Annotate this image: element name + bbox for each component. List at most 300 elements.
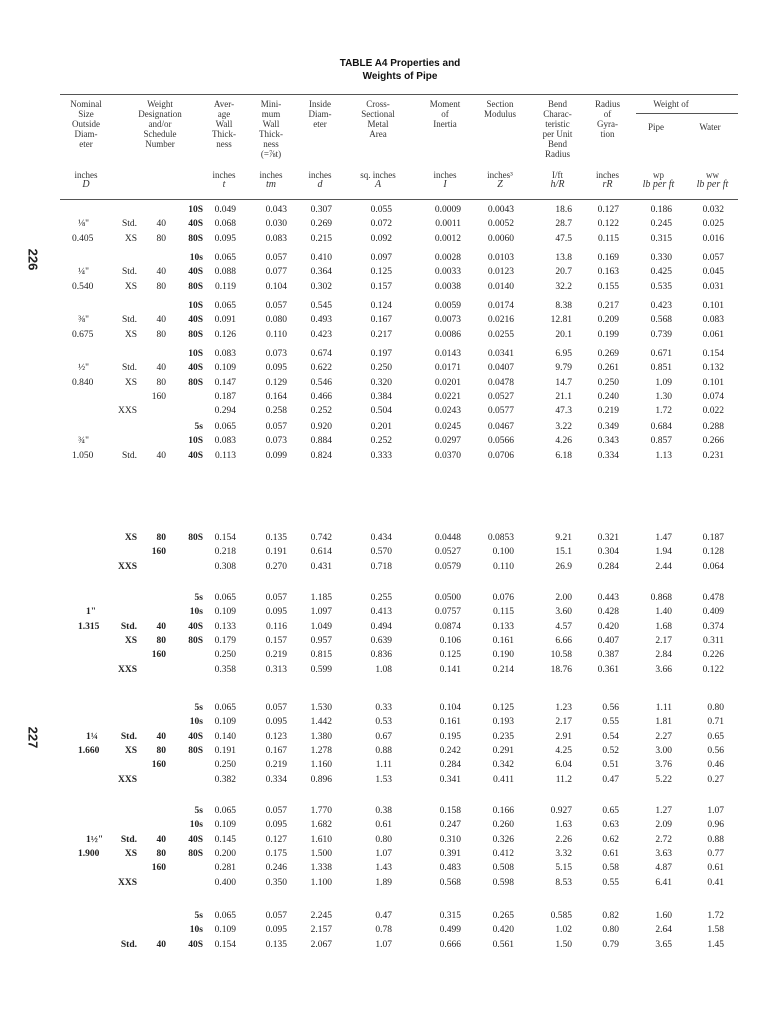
value-modulus: 0.0478	[487, 378, 514, 388]
value-pipe-weight: 0.739	[650, 330, 672, 340]
header-cross-sectional-area: Cross- Sectional Metal Area	[361, 99, 395, 139]
value-gyration: 0.343	[597, 436, 619, 446]
weight-designation: XXS	[117, 406, 137, 416]
value-modulus: 0.342	[492, 760, 514, 770]
value-inertia: 0.0038	[434, 282, 461, 292]
value-min-wall: 0.104	[265, 282, 287, 292]
value-min-wall: 0.164	[265, 392, 287, 402]
value-water-weight: 0.122	[702, 665, 724, 675]
value-avg-wall: 0.109	[214, 925, 236, 935]
value-avg-wall: 0.065	[214, 253, 236, 263]
value-avg-wall: 0.109	[214, 607, 236, 617]
value-modulus: 0.291	[492, 746, 514, 756]
schedule-number: 160	[151, 863, 166, 873]
value-water-weight: 0.154	[702, 349, 724, 359]
value-bend: 3.32	[555, 849, 572, 859]
value-avg-wall: 0.400	[214, 878, 236, 888]
value-avg-wall: 0.140	[214, 732, 236, 742]
page-number-left: 226	[25, 248, 41, 271]
unit-minimum-wall: inches tm	[259, 170, 283, 190]
value-water-weight: 0.65	[707, 732, 724, 742]
value-pipe-weight: 3.63	[655, 849, 672, 859]
value-min-wall: 0.258	[265, 406, 287, 416]
value-min-wall: 0.127	[265, 835, 287, 845]
schedule-number: 80	[156, 378, 166, 388]
schedule-number: 40	[156, 940, 166, 950]
value-inside-diam: 0.423	[310, 330, 332, 340]
value-bend: 6.95	[555, 349, 572, 359]
weight-designation: XS	[124, 330, 137, 340]
value-pipe-weight: 3.66	[655, 665, 672, 675]
value-area: 0.38	[375, 806, 392, 816]
value-inside-diam: 1.338	[310, 863, 332, 873]
value-inside-diam: 0.742	[310, 533, 332, 543]
value-inertia: 0.0011	[435, 219, 461, 229]
value-avg-wall: 0.083	[214, 436, 236, 446]
value-min-wall: 0.219	[265, 650, 287, 660]
stainless-schedule: 40S	[188, 267, 203, 277]
value-bend: 6.04	[555, 760, 572, 770]
value-inertia: 0.0500	[434, 593, 461, 603]
value-area: 0.072	[370, 219, 392, 229]
value-area: 1.07	[375, 849, 392, 859]
weight-designation: XS	[124, 746, 137, 756]
value-pipe-weight: 4.87	[655, 863, 672, 873]
value-gyration: 0.250	[597, 378, 619, 388]
value-modulus: 0.260	[492, 820, 514, 830]
stainless-schedule: 10s	[189, 717, 203, 727]
value-bend: 26.9	[555, 562, 572, 572]
value-modulus: 0.0103	[487, 253, 514, 263]
value-min-wall: 0.116	[265, 622, 287, 632]
schedule-number: 80	[156, 533, 166, 543]
value-inside-diam: 1.500	[310, 849, 332, 859]
value-avg-wall: 0.091	[214, 315, 236, 325]
stainless-schedule: 80S	[188, 282, 203, 292]
value-avg-wall: 0.147	[214, 378, 236, 388]
value-pipe-weight: 1.30	[655, 392, 672, 402]
value-modulus: 0.0706	[487, 451, 514, 461]
schedule-number: 80	[156, 849, 166, 859]
value-gyration: 0.61	[602, 849, 619, 859]
value-area: 0.413	[370, 607, 392, 617]
unit-water-weight: ww lb per ft	[696, 170, 729, 190]
value-water-weight: 0.016	[702, 234, 724, 244]
value-water-weight: 0.057	[702, 253, 724, 263]
schedule-number: 80	[156, 636, 166, 646]
weight-designation: XS	[124, 636, 137, 646]
value-inertia: 0.0297	[434, 436, 461, 446]
value-area: 0.67	[375, 732, 392, 742]
value-area: 0.201	[370, 422, 392, 432]
nominal-size: ¼"	[78, 267, 90, 277]
value-avg-wall: 0.154	[214, 940, 236, 950]
value-pipe-weight: 0.425	[650, 267, 672, 277]
value-avg-wall: 0.126	[214, 330, 236, 340]
value-modulus: 0.0255	[487, 330, 514, 340]
stainless-schedule: 40S	[188, 732, 203, 742]
value-modulus: 0.412	[492, 849, 514, 859]
value-modulus: 0.561	[492, 940, 514, 950]
value-modulus: 0.166	[492, 806, 514, 816]
value-avg-wall: 0.191	[214, 746, 236, 756]
value-bend: 6.18	[555, 451, 572, 461]
value-inertia: 0.0243	[434, 406, 461, 416]
value-bend: 0.927	[550, 806, 572, 816]
value-inertia: 0.0086	[434, 330, 461, 340]
value-area: 0.197	[370, 349, 392, 359]
value-water-weight: 0.77	[707, 849, 724, 859]
header-inside-diameter: Inside Diam- eter	[308, 99, 332, 129]
value-gyration: 0.54	[602, 732, 619, 742]
value-min-wall: 0.246	[265, 863, 287, 873]
value-water-weight: 0.46	[707, 760, 724, 770]
stainless-schedule: 40S	[188, 835, 203, 845]
value-gyration: 0.155	[597, 282, 619, 292]
value-water-weight: 0.80	[707, 703, 724, 713]
header-section-modulus: Section Modulus	[483, 99, 516, 119]
weight-designation: XS	[124, 234, 137, 244]
stainless-schedule: 10s	[189, 607, 203, 617]
value-bend: 32.2	[555, 282, 572, 292]
value-water-weight: 0.101	[702, 301, 724, 311]
nominal-size: 1"	[86, 607, 97, 617]
value-gyration: 0.163	[597, 267, 619, 277]
value-min-wall: 0.057	[265, 806, 287, 816]
value-inside-diam: 0.307	[310, 205, 332, 215]
value-gyration: 0.56	[602, 703, 619, 713]
schedule-number: 160	[151, 650, 166, 660]
value-min-wall: 0.110	[265, 330, 287, 340]
header-average-wall: Aver- age Wall Thick- ness	[212, 99, 236, 149]
value-area: 1.53	[375, 775, 392, 785]
value-pipe-weight: 0.868	[650, 593, 672, 603]
value-avg-wall: 0.088	[214, 267, 236, 277]
nominal-size: ⅜"	[78, 315, 90, 325]
value-min-wall: 0.135	[265, 533, 287, 543]
stainless-schedule: 40S	[188, 219, 203, 229]
value-pipe-weight: 3.76	[655, 760, 672, 770]
value-avg-wall: 0.109	[214, 820, 236, 830]
value-bend: 14.7	[555, 378, 572, 388]
value-pipe-weight: 1.47	[655, 533, 672, 543]
value-bend: 1.23	[555, 703, 572, 713]
value-inertia: 0.0757	[434, 607, 461, 617]
value-min-wall: 0.077	[265, 267, 287, 277]
stainless-schedule: 10S	[188, 436, 203, 446]
value-inertia: 0.391	[439, 849, 461, 859]
value-bend: 1.02	[555, 925, 572, 935]
schedule-number: 80	[156, 746, 166, 756]
value-modulus: 0.214	[492, 665, 514, 675]
value-inertia: 0.0009	[434, 205, 461, 215]
value-pipe-weight: 2.27	[655, 732, 672, 742]
value-inside-diam: 1.185	[310, 593, 332, 603]
value-water-weight: 0.032	[702, 205, 724, 215]
value-bend: 4.57	[555, 622, 572, 632]
value-water-weight: 0.409	[702, 607, 724, 617]
value-gyration: 0.217	[597, 301, 619, 311]
header-weight-of: Weight of	[653, 99, 689, 109]
weight-designation: XXS	[117, 775, 137, 785]
header-radius-of-gyration: Radius of Gyra- tion	[594, 99, 620, 139]
value-inertia: 0.341	[439, 775, 461, 785]
value-avg-wall: 0.250	[214, 650, 236, 660]
value-water-weight: 0.266	[702, 436, 724, 446]
stainless-schedule: 80S	[188, 234, 203, 244]
weight-group-rule	[636, 113, 738, 114]
value-min-wall: 0.219	[265, 760, 287, 770]
value-avg-wall: 0.065	[214, 301, 236, 311]
value-area: 0.167	[370, 315, 392, 325]
value-min-wall: 0.057	[265, 301, 287, 311]
value-water-weight: 0.231	[702, 451, 724, 461]
value-min-wall: 0.129	[265, 378, 287, 388]
value-bend: 5.15	[555, 863, 572, 873]
value-area: 1.43	[375, 863, 392, 873]
weight-designation: XXS	[117, 878, 137, 888]
value-area: 0.639	[370, 636, 392, 646]
value-area: 0.33	[375, 703, 392, 713]
value-area: 0.434	[370, 533, 392, 543]
value-water-weight: 0.132	[702, 363, 724, 373]
value-gyration: 0.269	[597, 349, 619, 359]
value-water-weight: 0.022	[702, 406, 724, 416]
value-area: 0.333	[370, 451, 392, 461]
stainless-schedule: 80S	[188, 636, 203, 646]
weight-designation: XS	[124, 378, 137, 388]
value-inside-diam: 0.302	[310, 282, 332, 292]
value-min-wall: 0.080	[265, 315, 287, 325]
value-gyration: 0.321	[597, 533, 619, 543]
value-inside-diam: 1.530	[310, 703, 332, 713]
value-avg-wall: 0.065	[214, 703, 236, 713]
value-min-wall: 0.043	[265, 205, 287, 215]
value-area: 0.252	[370, 436, 392, 446]
value-pipe-weight: 5.22	[655, 775, 672, 785]
stainless-schedule: 10S	[188, 301, 203, 311]
stainless-schedule: 5s	[194, 703, 203, 713]
value-min-wall: 0.073	[265, 436, 287, 446]
stainless-schedule: 80S	[188, 330, 203, 340]
value-modulus: 0.235	[492, 732, 514, 742]
value-bend: 18.76	[550, 665, 572, 675]
value-inside-diam: 0.545	[310, 301, 332, 311]
value-min-wall: 0.073	[265, 349, 287, 359]
value-gyration: 0.209	[597, 315, 619, 325]
value-inertia: 0.106	[439, 636, 461, 646]
schedule-number: 80	[156, 282, 166, 292]
value-gyration: 0.428	[597, 607, 619, 617]
value-inside-diam: 2.067	[310, 940, 332, 950]
value-inside-diam: 0.884	[310, 436, 332, 446]
value-bend: 3.22	[555, 422, 572, 432]
value-inertia: 0.483	[439, 863, 461, 873]
value-water-weight: 0.083	[702, 315, 724, 325]
value-modulus: 0.125	[492, 703, 514, 713]
value-bend: 8.53	[555, 878, 572, 888]
value-area: 0.250	[370, 363, 392, 373]
value-avg-wall: 0.068	[214, 219, 236, 229]
weight-designation: Std.	[120, 835, 137, 845]
value-min-wall: 0.191	[265, 547, 287, 557]
value-inertia: 0.310	[439, 835, 461, 845]
unit-inertia: inches I	[433, 170, 457, 190]
value-modulus: 0.133	[492, 622, 514, 632]
value-gyration: 0.63	[602, 820, 619, 830]
outside-diameter: 1.900	[78, 849, 100, 859]
value-gyration: 0.219	[597, 406, 619, 416]
value-water-weight: 0.311	[702, 636, 724, 646]
value-modulus: 0.0123	[487, 267, 514, 277]
value-bend: 2.17	[555, 717, 572, 727]
value-avg-wall: 0.109	[214, 363, 236, 373]
value-gyration: 0.52	[602, 746, 619, 756]
value-inside-diam: 0.622	[310, 363, 332, 373]
value-inside-diam: 0.269	[310, 219, 332, 229]
value-inside-diam: 1.682	[310, 820, 332, 830]
stainless-schedule: 10s	[189, 820, 203, 830]
value-modulus: 0.0853	[487, 533, 514, 543]
value-gyration: 0.169	[597, 253, 619, 263]
weight-designation: Std.	[121, 363, 137, 373]
value-water-weight: 0.27	[707, 775, 724, 785]
value-avg-wall: 0.083	[214, 349, 236, 359]
value-inertia: 0.315	[439, 911, 461, 921]
value-avg-wall: 0.250	[214, 760, 236, 770]
value-pipe-weight: 1.40	[655, 607, 672, 617]
value-area: 0.88	[375, 746, 392, 756]
value-bend: 47.3	[555, 406, 572, 416]
value-inertia: 0.125	[439, 650, 461, 660]
value-water-weight: 0.71	[707, 717, 724, 727]
value-modulus: 0.161	[492, 636, 514, 646]
value-min-wall: 0.123	[265, 732, 287, 742]
value-area: 0.836	[370, 650, 392, 660]
value-pipe-weight: 0.186	[650, 205, 672, 215]
value-area: 0.494	[370, 622, 392, 632]
value-modulus: 0.100	[492, 547, 514, 557]
value-inside-diam: 2.245	[310, 911, 332, 921]
value-modulus: 0.598	[492, 878, 514, 888]
unit-bend: I/ft h/R	[550, 170, 565, 190]
value-avg-wall: 0.294	[214, 406, 236, 416]
stainless-schedule: 80S	[188, 378, 203, 388]
weight-designation: XS	[124, 282, 137, 292]
value-area: 0.80	[375, 835, 392, 845]
stainless-schedule: 40S	[188, 363, 203, 373]
weight-designation: Std.	[121, 315, 137, 325]
value-area: 0.124	[370, 301, 392, 311]
value-water-weight: 0.61	[707, 863, 724, 873]
stainless-schedule: 10S	[188, 349, 203, 359]
value-water-weight: 0.074	[702, 392, 724, 402]
value-inside-diam: 0.674	[310, 349, 332, 359]
value-modulus: 0.193	[492, 717, 514, 727]
stainless-schedule: 5s	[194, 422, 203, 432]
value-gyration: 0.47	[602, 775, 619, 785]
value-pipe-weight: 1.68	[655, 622, 672, 632]
value-area: 0.570	[370, 547, 392, 557]
value-pipe-weight: 2.44	[655, 562, 672, 572]
header-bend-characteristic: Bend Charac- teristic per Unit Bend Radius	[542, 99, 573, 159]
value-modulus: 0.508	[492, 863, 514, 873]
value-pipe-weight: 0.851	[650, 363, 672, 373]
value-area: 0.157	[370, 282, 392, 292]
value-inertia: 0.0245	[434, 422, 461, 432]
schedule-number: 80	[156, 330, 166, 340]
outside-diameter: 1.050	[72, 451, 94, 461]
value-inertia: 0.195	[439, 732, 461, 742]
stainless-schedule: 80S	[188, 849, 203, 859]
weight-designation: Std.	[120, 940, 137, 950]
value-water-weight: 0.101	[702, 378, 724, 388]
value-inside-diam: 1.160	[310, 760, 332, 770]
value-bend: 4.25	[555, 746, 572, 756]
value-inertia: 0.0874	[434, 622, 461, 632]
value-avg-wall: 0.154	[214, 533, 236, 543]
value-gyration: 0.407	[597, 636, 619, 646]
value-bend: 28.7	[555, 219, 572, 229]
value-min-wall: 0.030	[265, 219, 287, 229]
value-gyration: 0.55	[602, 717, 619, 727]
header-water: Water	[699, 122, 721, 132]
stainless-schedule: 5s	[194, 806, 203, 816]
value-gyration: 0.261	[597, 363, 619, 373]
value-min-wall: 0.095	[265, 717, 287, 727]
value-avg-wall: 0.049	[214, 205, 236, 215]
value-inertia: 0.499	[439, 925, 461, 935]
value-min-wall: 0.057	[265, 703, 287, 713]
value-avg-wall: 0.145	[214, 835, 236, 845]
schedule-number: 40	[156, 267, 166, 277]
value-area: 0.61	[375, 820, 392, 830]
value-modulus: 0.190	[492, 650, 514, 660]
outside-diameter: 0.540	[72, 282, 94, 292]
value-bend: 10.58	[550, 650, 572, 660]
header-moment-of-inertia: Moment of Inertia	[429, 99, 461, 129]
value-gyration: 0.349	[597, 422, 619, 432]
value-bend: 15.1	[555, 547, 572, 557]
value-bend: 47.5	[555, 234, 572, 244]
schedule-number: 40	[156, 451, 166, 461]
stainless-schedule: 10s	[189, 925, 203, 935]
value-pipe-weight: 0.857	[650, 436, 672, 446]
value-water-weight: 0.064	[702, 562, 724, 572]
value-gyration: 0.62	[602, 835, 619, 845]
value-pipe-weight: 2.17	[655, 636, 672, 646]
stainless-schedule: 40S	[188, 940, 203, 950]
value-pipe-weight: 0.684	[650, 422, 672, 432]
value-water-weight: 0.226	[702, 650, 724, 660]
value-bend: 13.8	[555, 253, 572, 263]
value-gyration: 0.284	[597, 562, 619, 572]
value-avg-wall: 0.218	[214, 547, 236, 557]
nominal-size: 1¼	[86, 732, 98, 742]
value-inside-diam: 1.049	[310, 622, 332, 632]
value-modulus: 0.0407	[487, 363, 514, 373]
value-water-weight: 0.478	[702, 593, 724, 603]
value-inertia: 0.104	[439, 703, 461, 713]
value-modulus: 0.0140	[487, 282, 514, 292]
schedule-number: 40	[156, 363, 166, 373]
weight-designation: XS	[124, 533, 137, 543]
value-avg-wall: 0.065	[214, 806, 236, 816]
header-bottom-rule	[60, 199, 738, 200]
unit-area: sq. inches A	[360, 170, 396, 190]
value-inside-diam: 1.097	[310, 607, 332, 617]
value-gyration: 0.420	[597, 622, 619, 632]
